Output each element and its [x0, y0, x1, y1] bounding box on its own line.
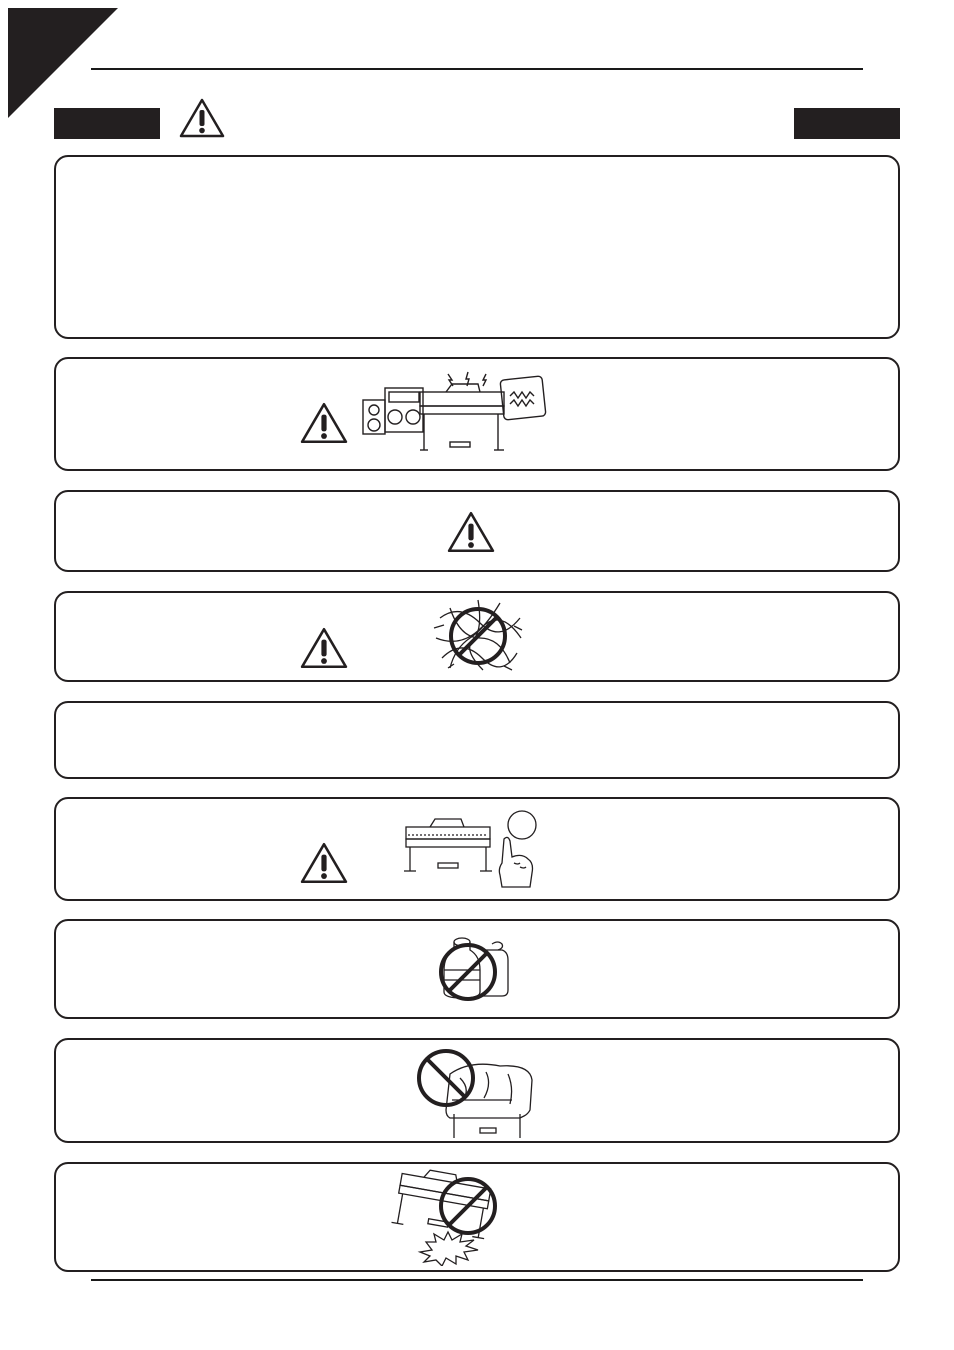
warning-triangle-icon [299, 401, 349, 445]
warning-triangle-icon [299, 626, 349, 670]
container-on-piano-prohibited-illustration [432, 930, 514, 1006]
header-right-tag [794, 108, 900, 139]
section-1 [54, 155, 900, 339]
piano-near-audio-and-tv-illustration [360, 370, 555, 465]
warning-triangle-icon [299, 841, 349, 885]
covered-piano-prohibited-illustration [416, 1044, 536, 1140]
top-rule [91, 68, 863, 70]
warning-triangle-icon [178, 97, 226, 139]
header-left-tag [54, 108, 160, 139]
corner-tab [0, 0, 120, 120]
tangled-cords-prohibited-illustration [430, 598, 526, 674]
falling-piano-prohibited-illustration [388, 1168, 518, 1266]
bottom-rule [91, 1279, 863, 1281]
piano-and-pointing-hand-illustration [400, 805, 545, 893]
warning-triangle-icon [446, 510, 496, 554]
section-5 [54, 701, 900, 779]
